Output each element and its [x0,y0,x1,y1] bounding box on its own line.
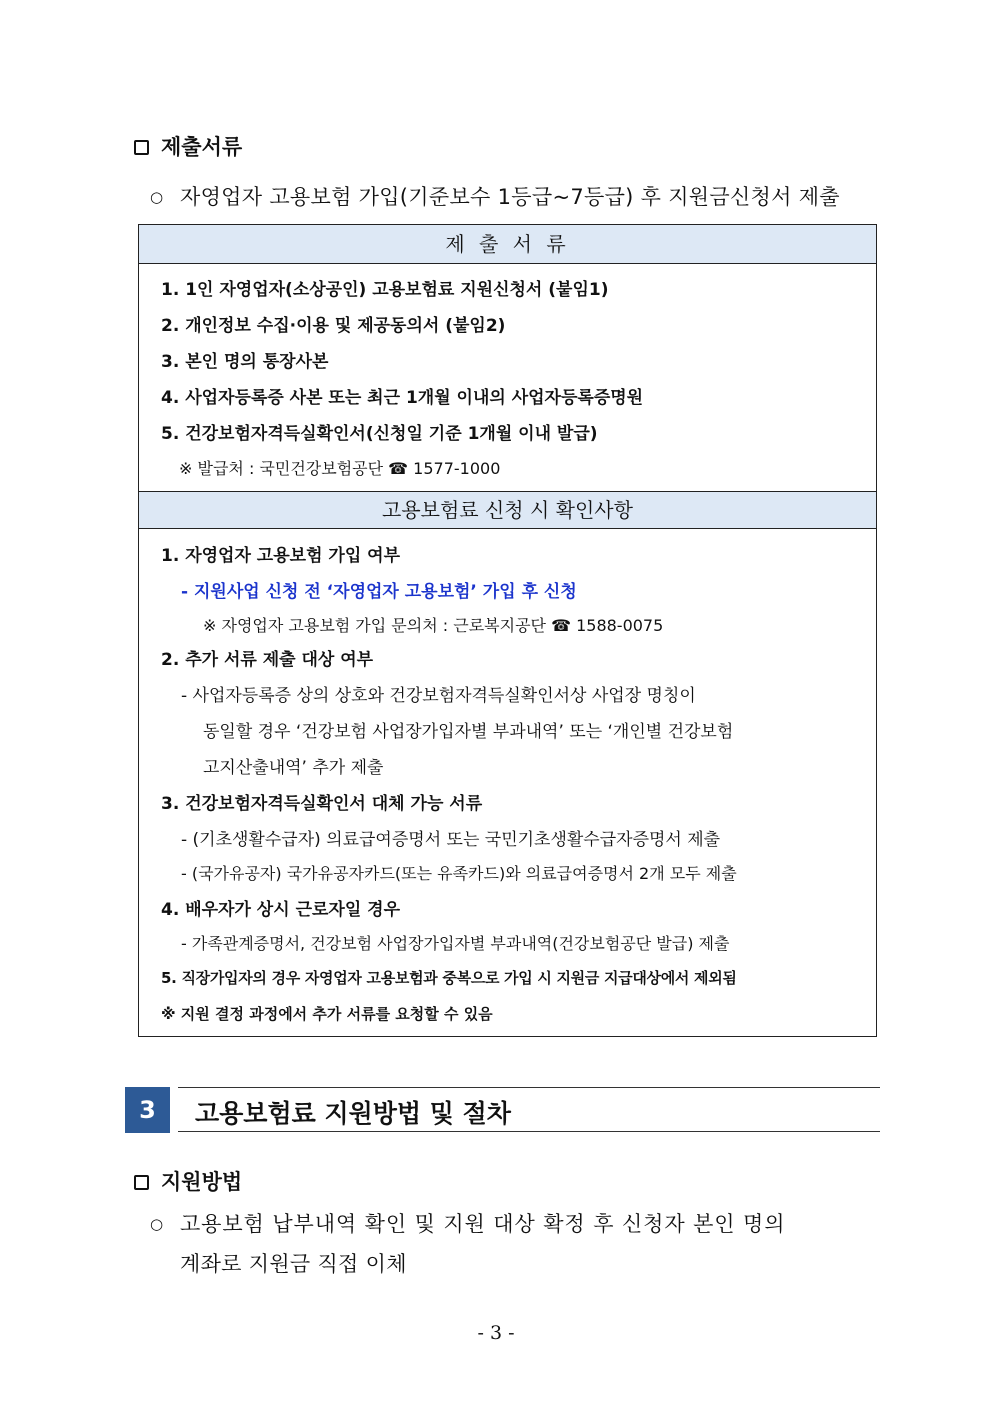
check-4-title: 4. 배우자가 상시 근로자일 경우 [161,900,401,920]
check-5: 5. 직장가입자의 경우 자영업자 고용보험과 중복으로 가입 시 지원금 지급대상에서 제외됨 [161,969,737,987]
check-3-title: 3. 건강보험자격득실확인서 대체 가능 서류 [161,794,483,814]
check-1-note: ※ 자영업자 고용보험 가입 문의처 : 근로복지공단 ☎ 1588-0075 [203,616,664,635]
check-2-line-1: - 사업자등록증 상의 상호와 건강보험자격득실확인서상 사업장 명칭이 [181,686,696,706]
doc-item-1: 1. 1인 자영업자(소상공인) 고용보험료 지원신청서 (붙임1) [161,280,609,300]
method-bullet-line-2: 계좌로 지원금 직접 이체 [180,1252,407,1276]
checkbox-square-icon [134,1175,149,1190]
check-3-line-1: - (기초생활수급자) 의료급여증명서 또는 국민기초생활수급자증명서 제출 [181,830,721,850]
doc-issuer-note: ※ 발급처 : 국민건강보험공단 ☎ 1577-1000 [179,459,501,478]
submit-bullet: ○ 자영업자 고용보험 가입(기준보수 1등급~7등급) 후 지원금신청서 제출 [150,185,840,209]
section-heading-submit: 제출서류 [134,131,242,161]
check-1-sub: - 지원사업 신청 전 ‘자영업자 고용보험’ 가입 후 신청 [181,582,577,602]
table-header-documents: 제 출 서 류 [139,225,876,264]
page-number: - 3 - [477,1322,515,1344]
check-2-line-2: 동일할 경우 ‘건강보험 사업장가입자별 부과내역’ 또는 ‘개인별 건강보험 [203,722,734,742]
documents-table [138,224,877,1037]
check-1-title: 1. 자영업자 고용보험 가입 여부 [161,546,401,566]
section-3-title: 고용보험료 지원방법 및 절차 [195,1099,511,1128]
doc-item-3: 3. 본인 명의 통장사본 [161,352,329,372]
doc-item-5: 5. 건강보험자격득실확인서(신청일 기준 1개월 이내 발급) [161,424,598,444]
table-header-checklist: 고용보험료 신청 시 확인사항 [139,491,876,529]
method-bullet-line-1: ○ 고용보험 납부내역 확인 및 지원 대상 확정 후 신청자 본인 명의 [150,1212,786,1236]
final-note: ※ 지원 결정 과정에서 추가 서류를 요청할 수 있음 [161,1005,493,1023]
section-rule-bottom [178,1131,880,1132]
check-2-line-3: 고지산출내역’ 추가 제출 [203,758,384,778]
section-heading-method: 지원방법 [134,1166,242,1196]
check-4-line-1: - 가족관계증명서, 건강보험 사업장가입자별 부과내역(건강보험공단 발급) 제출 [181,934,730,953]
checkbox-square-icon [134,140,149,155]
section-number-badge: 3 [125,1087,170,1133]
circle-bullet-icon: ○ [150,188,164,206]
check-2-title: 2. 추가 서류 제출 대상 여부 [161,650,374,670]
doc-item-4: 4. 사업자등록증 사본 또는 최근 1개월 이내의 사업자등록증명원 [161,388,644,408]
section-rule-top [178,1087,880,1088]
circle-bullet-icon: ○ [150,1215,164,1233]
check-3-line-2: - (국가유공자) 국가유공자카드(또는 유족카드)와 의료급여증명서 2개 모두 제출 [181,864,737,883]
doc-item-2: 2. 개인정보 수집·이용 및 제공동의서 (붙임2) [161,316,506,336]
